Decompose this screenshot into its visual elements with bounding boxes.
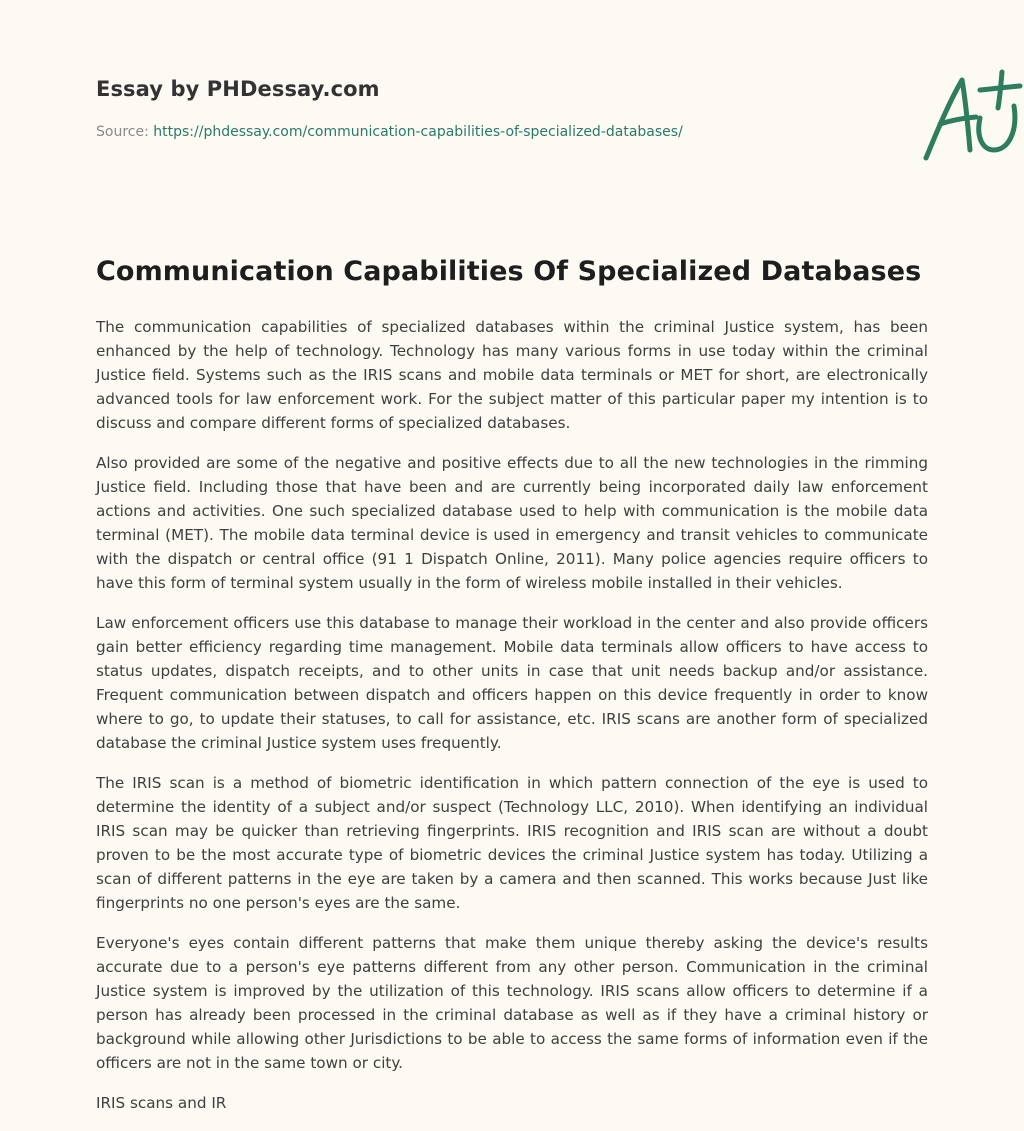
paragraph: The communication capabilities of specialized databases within the criminal Justice system, has been enhanced by the help of technology. Technology has many various forms in use today within the criminal Justice field. Systems such as the IRIS scans and mobile data terminals or MET for short, are electronically advanced tools for law enforcement work. For the subject matter of this particular paper my intention is to discuss and compare different forms of specialized databases. — [96, 318, 928, 432]
paragraph: Everyone's eyes contain different patterns that make them unique thereby asking the device's results accurate due to a person's eye patterns different from any other person. Communication in the criminal Justice system is improved by the utilization of this technology. IRIS scans allow officers to determine if a person has already been processed in the criminal database as well as if they have a criminal history or background while allowing other Jurisdictions to be able to access the same forms of information even if the officers are not in the same town or city. — [96, 934, 928, 1072]
source-link[interactable]: https://phdessay.com/communication-capabilities-of-specialized-databases/ — [153, 124, 683, 140]
paragraph: Also provided are some of the negative and positive effects due to all the new technologies in the rimming Justice field. Including those that have been and are currently being incorporated daily law enforcement actions and activities. One such specialized database used to help with communication is the mobile data terminal (MET). The mobile data terminal device is used in emergency and transit vehicles to communicate with the dispatch or central office (91 1 Dispatch Online, 2011). Many police agencies require officers to have this form of terminal system usually in the form of wireless mobile installed in their vehicles. — [96, 454, 928, 592]
a-plus-grade-icon — [918, 66, 1024, 166]
essay-body — [96, 315, 928, 1131]
source-label: Source: — [96, 124, 154, 140]
page-title: Communication Capabilities Of Specialized Databases — [96, 256, 922, 287]
site-brand: Essay by PHDessay.com — [96, 77, 380, 101]
paragraph: The IRIS scan is a method of biometric identification in which pattern connection of the eye is used to determine the identity of a subject and/or suspect (Technology LLC, 2010). When identifying an individual IRIS scan may be quicker than retrieving fingerprints. IRIS recognition and IRIS scan are without a doubt proven to be the most accurate type of biometric devices the criminal Justice system has today. Utilizing a scan of different patterns in the eye are taken by a camera and then scanned. This works because Just like fingerprints no one person's eyes are the same. — [96, 774, 928, 912]
paragraph: Law enforcement officers use this database to manage their workload in the center and also provide officers gain better efficiency regarding time management. Mobile data terminals allow officers to have access to status updates, dispatch receipts, and to other units in case that unit needs backup and/or assistance. Frequent communication between dispatch and officers happen on this device frequently in order to know where to go, to update their statuses, to call for assistance, etc. IRIS scans are another form of specialized database the criminal Justice system uses frequently. — [96, 614, 928, 752]
source-line — [96, 124, 683, 140]
paragraph-truncated: IRIS scans and IR — [96, 1094, 227, 1112]
